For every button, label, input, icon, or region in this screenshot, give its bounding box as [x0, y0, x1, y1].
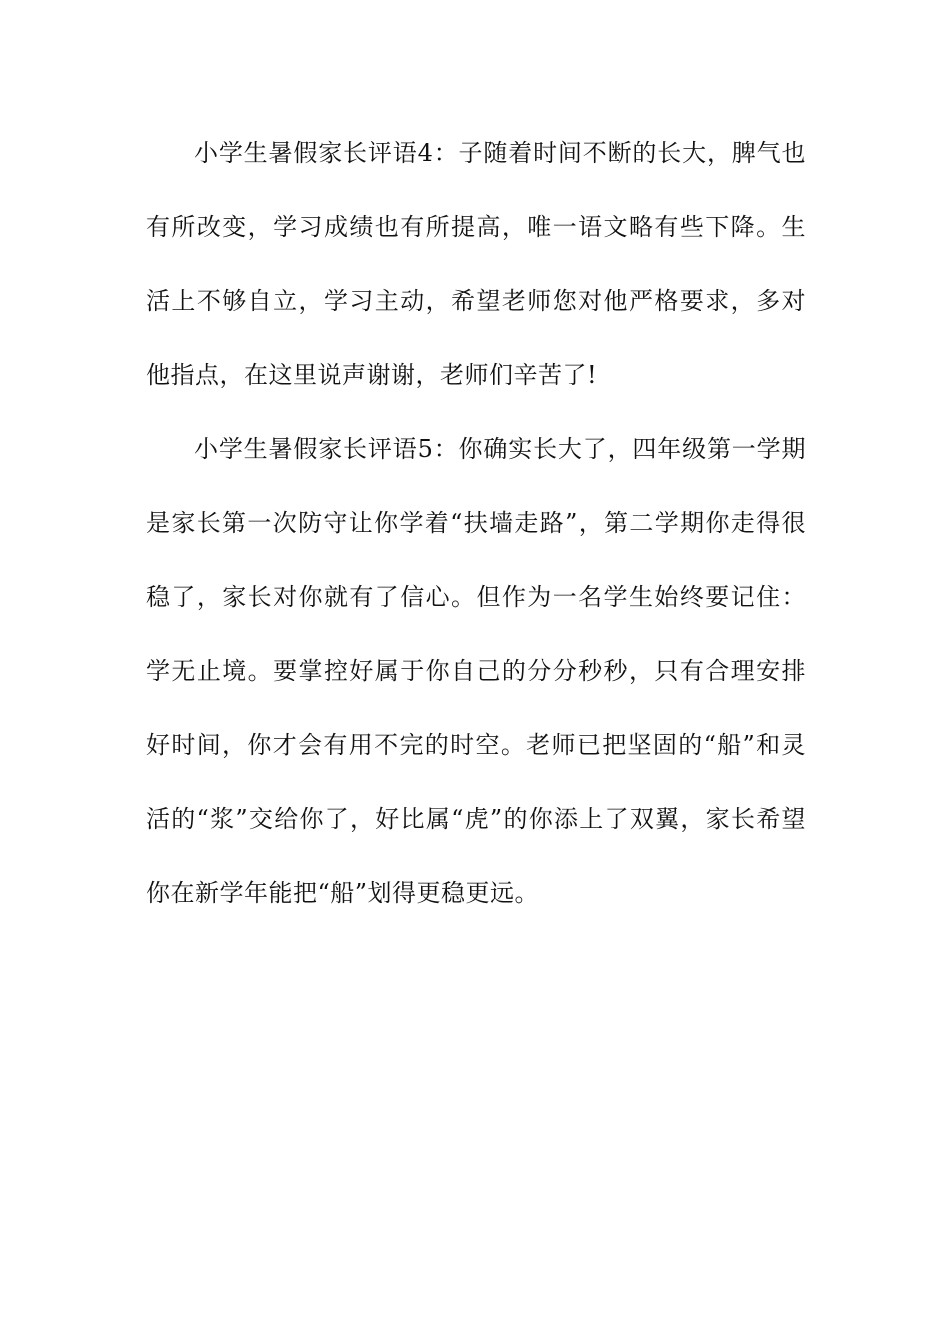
document-body — [146, 116, 806, 930]
paragraph-comment-4: 小学生暑假家长评语4：子随着时间不断的长大，脾气也有所改变，学习成绩也有所提高，唯一语文略有些下降。生活上不够自立，学习主动，希望老师您对他严格要求，多对他指点，在这里说声谢谢，老师们辛苦了! — [146, 139, 806, 389]
paragraph-comment-5: 小学生暑假家长评语5：你确实长大了，四年级第一学期是家长第一次防守让你学着“扶墙走路”，第二学期你走得很稳了，家长对你就有了信心。但作为一名学生始终要记住：学无止境。要掌控好属于你自己的分分秒秒，只有合理安排好时间，你才会有用不完的时空。老师已把坚固的“船”和灵活的“浆”交给你了，好比属“虎”的你添上了双翼，家长希望你在新学年能把“船”划得更稳更远。 — [146, 435, 806, 907]
